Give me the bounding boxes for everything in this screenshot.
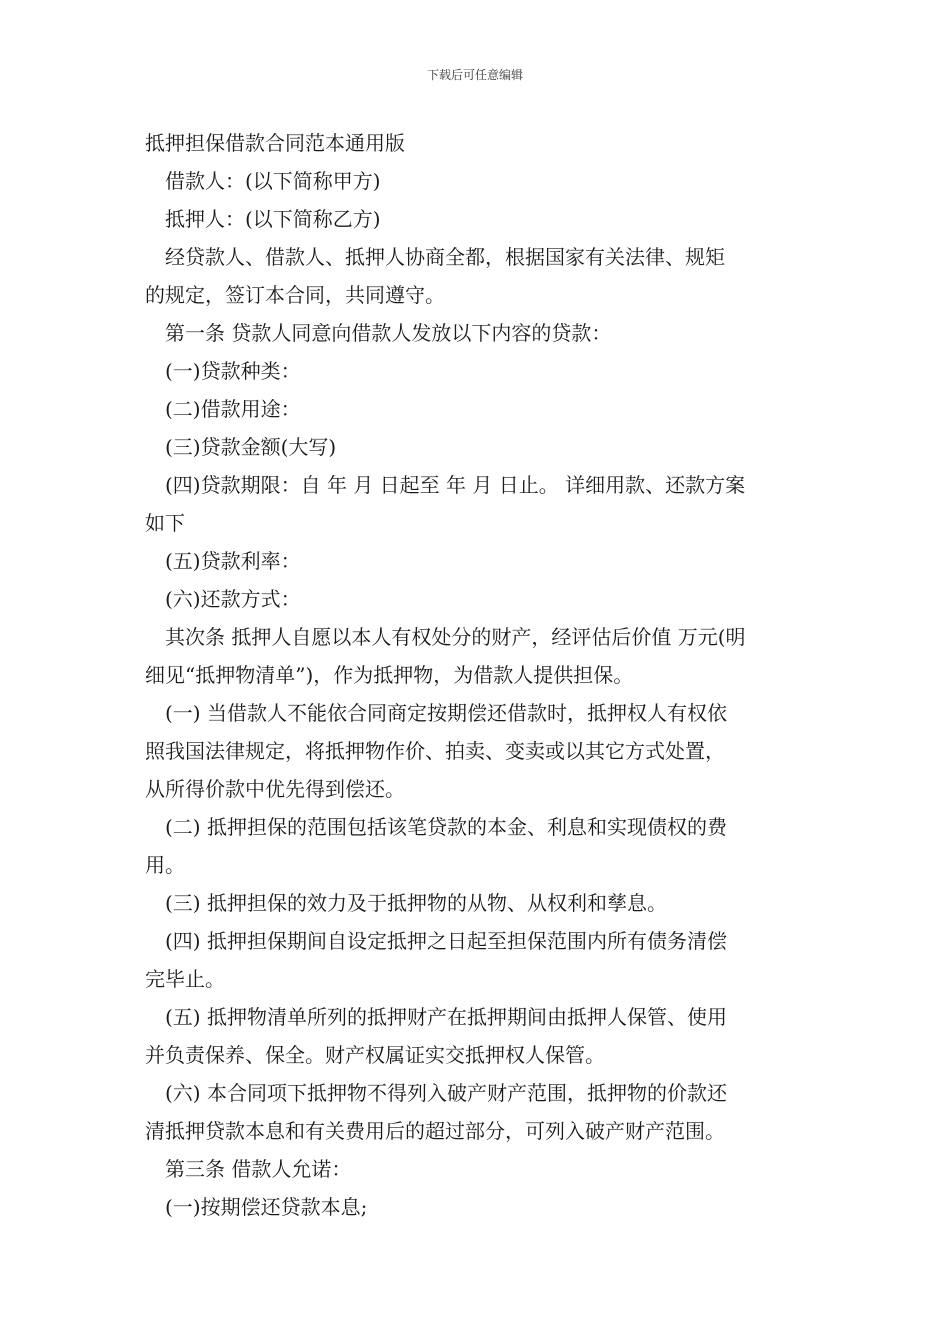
paragraph-line: 抵押人：(以下简称乙方) bbox=[165, 207, 381, 231]
paragraph-line: (一) 当借款人不能依合同商定按期偿还借款时，抵押权人有权依 bbox=[165, 701, 727, 725]
paragraph-line: (五) 抵押物清单所列的抵押财产在抵押期间由抵押人保管、使用 bbox=[165, 1005, 727, 1029]
paragraph-line: 细见“抵押物清单”)，作为抵押物，为借款人提供担保。 bbox=[145, 663, 634, 687]
paragraph-line: 第三条 借款人允诺： bbox=[165, 1157, 352, 1181]
paragraph-line: 第一条 贷款人同意向借款人发放以下内容的贷款： bbox=[165, 321, 612, 345]
paragraph-line: 其次条 抵押人自愿以本人有权处分的财产，经评估后价值 万元(明 bbox=[165, 625, 746, 649]
paragraph-line: (六)还款方式： bbox=[165, 587, 301, 611]
paragraph-line: (四)贷款期限：自 年 月 日起至 年 月 日止。 详细用款、还款方案 bbox=[165, 473, 746, 497]
page-header-note: 下载后可任意编辑 bbox=[426, 68, 523, 82]
paragraph-line: (三) 抵押担保的效力及于抵押物的从物、从权利和孳息。 bbox=[165, 891, 667, 915]
paragraph-line: (六) 本合同项下抵押物不得列入破产财产范围，抵押物的价款还 bbox=[165, 1081, 727, 1105]
paragraph-line: 从所得价款中优先得到偿还。 bbox=[145, 777, 405, 801]
paragraph-line: (一)按期偿还贷款本息; bbox=[165, 1195, 368, 1219]
paragraph-line: (五)贷款利率： bbox=[165, 549, 301, 573]
paragraph-line: 用。 bbox=[145, 853, 185, 877]
paragraph-line: 照我国法律规定，将抵押物作价、拍卖、变卖或以其它方式处置， bbox=[145, 739, 725, 763]
paragraph-line: 经贷款人、借款人、抵押人协商全都，根据国家有关法律、规矩 bbox=[165, 245, 725, 269]
paragraph-line: 并负责保养、保全。财产权属证实交抵押权人保管。 bbox=[145, 1043, 605, 1067]
paragraph-line: 如下 bbox=[145, 511, 185, 535]
paragraph-line: (四) 抵押担保期间自设定抵押之日起至担保范围内所有债务清偿 bbox=[165, 929, 727, 953]
paragraph-line: (三)贷款金额(大写) bbox=[165, 435, 337, 459]
paragraph-line: 完毕止。 bbox=[145, 967, 225, 991]
paragraph-line: (一)贷款种类： bbox=[165, 359, 301, 383]
paragraph-line: 清抵押贷款本息和有关费用后的超过部分，可列入破产财产范围。 bbox=[145, 1119, 725, 1143]
document-title: 抵押担保借款合同范本通用版 bbox=[145, 131, 405, 155]
paragraph-line: 的规定，签订本合同，共同遵守。 bbox=[145, 283, 445, 307]
paragraph-line: 借款人：(以下简称甲方) bbox=[165, 169, 381, 193]
paragraph-line: (二) 抵押担保的范围包括该笔贷款的本金、利息和实现债权的费 bbox=[165, 815, 727, 839]
paragraph-line: (二)借款用途： bbox=[165, 397, 301, 421]
document-body bbox=[145, 124, 810, 1226]
